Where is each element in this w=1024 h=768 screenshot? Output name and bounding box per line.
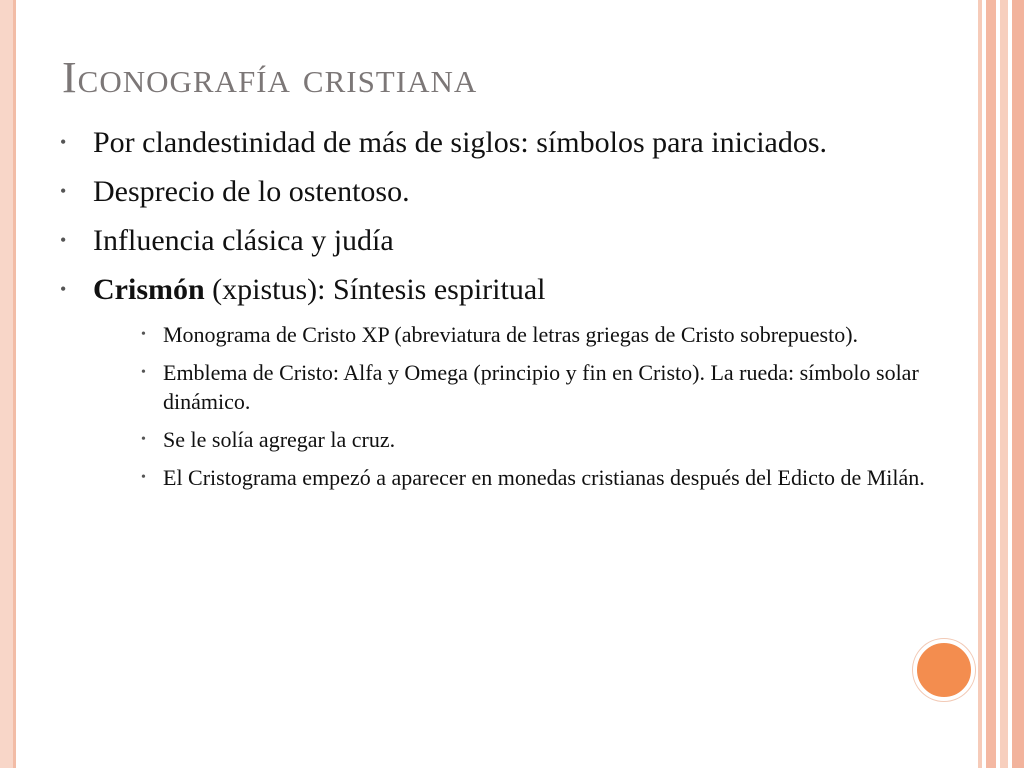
bullet-item xyxy=(60,271,940,308)
sub-bullet-text: Emblema de Cristo: Alfa y Omega (principio y fin en Cristo). La rueda: símbolo solar dinámico. xyxy=(163,360,919,414)
sub-bullet-text: Se le solía agregar la cruz. xyxy=(163,427,396,452)
bullet-text: (xpistus): Síntesis espiritual xyxy=(204,273,546,306)
slide-body xyxy=(60,124,940,501)
bullet-text: Influencia clásica y judía xyxy=(93,224,394,257)
bullet-text: Desprecio de lo ostentoso. xyxy=(93,175,410,208)
sub-bullet-text: El Cristograma empezó a aparecer en monedas cristianas después del Edicto de Milán. xyxy=(163,465,925,490)
bullet-text: Por clandestinidad de más de siglos: símbolos para iniciados. xyxy=(93,126,828,159)
right-stripes-decoration xyxy=(978,0,1024,768)
stripe xyxy=(986,0,996,768)
stripe xyxy=(1012,0,1024,768)
bullet-dot-icon: • xyxy=(60,181,67,201)
stripe xyxy=(978,0,982,768)
bullet-dot-icon: • xyxy=(60,230,67,250)
sub-bullet-item xyxy=(141,320,940,349)
sub-bullet-dot-icon: • xyxy=(141,432,146,447)
bullet-dot-icon: • xyxy=(60,132,67,152)
bullet-item xyxy=(60,124,940,161)
bullet-item xyxy=(60,173,940,210)
sub-bullet-item xyxy=(141,463,940,492)
left-border-decoration xyxy=(0,0,16,768)
sub-bullet-item xyxy=(141,425,940,454)
bullet-bold-term: Crismón xyxy=(93,273,205,306)
bullet-item xyxy=(60,222,940,259)
slide-title: Iconografía cristiana xyxy=(62,53,478,102)
sub-bullet-item xyxy=(141,358,940,416)
orange-circle-decoration xyxy=(913,639,975,701)
sub-bullet-dot-icon: • xyxy=(141,327,146,342)
sub-bullet-dot-icon: • xyxy=(141,470,146,485)
sub-bullet-text: Monograma de Cristo XP (abreviatura de letras griegas de Cristo sobrepuesto). xyxy=(163,322,859,347)
sub-bullet-dot-icon: • xyxy=(141,365,146,380)
bullet-dot-icon: • xyxy=(60,279,67,299)
stripe xyxy=(1000,0,1008,768)
